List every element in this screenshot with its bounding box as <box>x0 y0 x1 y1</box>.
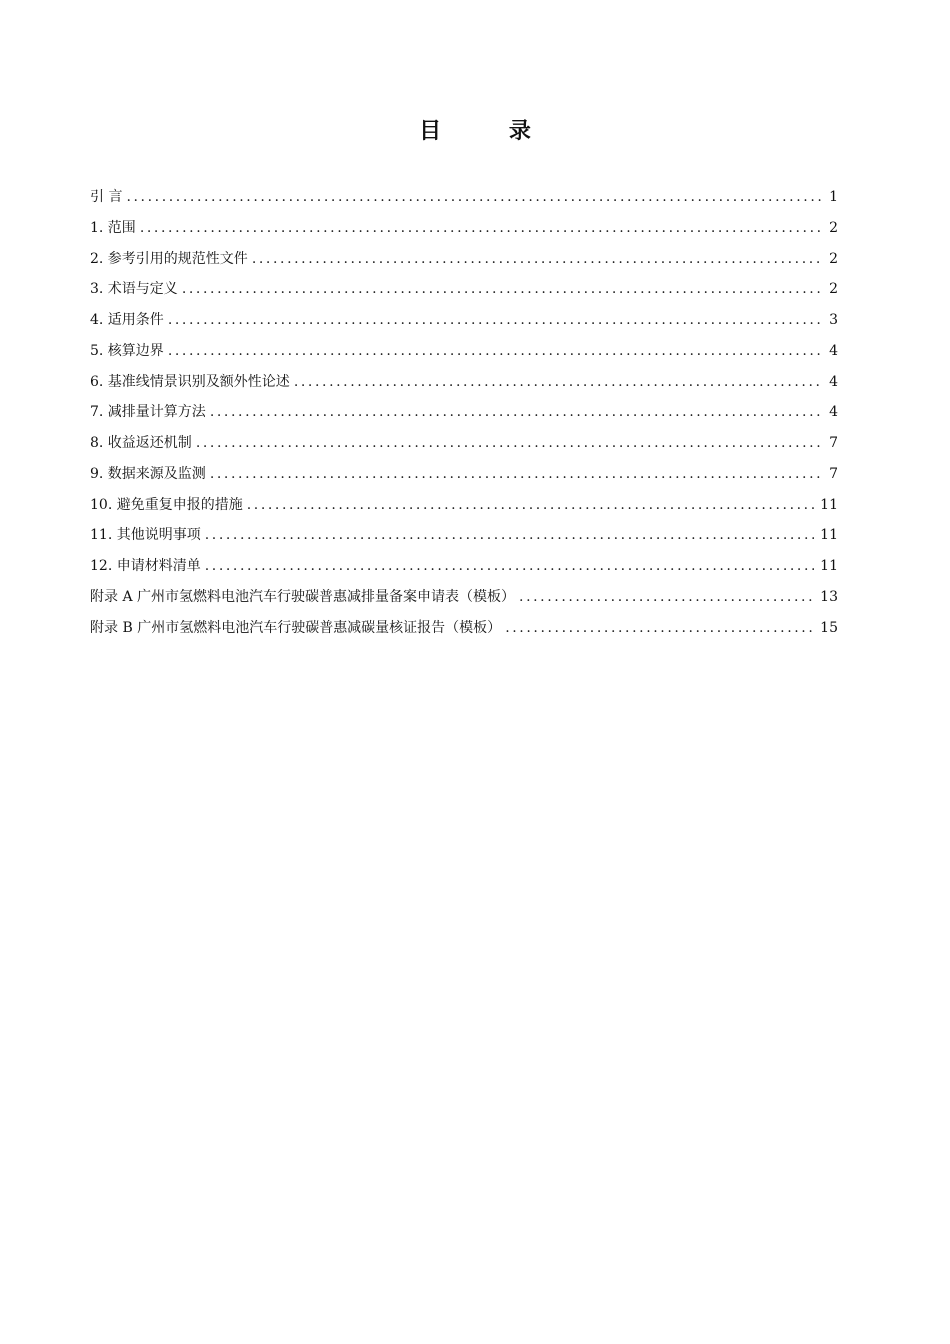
toc-entry-page: 1 <box>829 189 838 205</box>
toc-entry-page: 13 <box>820 588 838 605</box>
toc-entry-intro[interactable] <box>90 182 838 213</box>
toc-entry-label: 4. 适用条件 <box>90 312 164 328</box>
toc-entry-label: 9. 数据来源及监测 <box>90 465 206 482</box>
toc-leader-dots <box>294 367 822 398</box>
toc-entry-label: 3. 术语与定义 <box>90 281 178 298</box>
toc-entry-12[interactable] <box>90 551 838 582</box>
toc-entry-8[interactable] <box>90 428 838 459</box>
toc-entry-7[interactable] <box>90 397 838 428</box>
toc-entry-label: 10. 避免重复申报的措施 <box>90 496 243 513</box>
toc-entry-9[interactable] <box>90 459 838 490</box>
toc-entry-1[interactable] <box>90 213 838 244</box>
toc-entry-page: 4 <box>829 373 838 390</box>
toc-entry-page: 2 <box>829 219 838 236</box>
toc-entry-page: 2 <box>829 250 838 267</box>
toc-entry-label: 12. 申请材料清单 <box>90 558 201 574</box>
toc-entry-page: 4 <box>829 342 838 359</box>
toc-entry-10[interactable] <box>90 490 838 521</box>
toc-leader-dots <box>205 551 814 582</box>
toc-entry-11[interactable] <box>90 520 838 551</box>
toc-leader-dots <box>252 244 822 275</box>
toc-entry-2[interactable] <box>90 244 838 275</box>
toc-entry-3[interactable] <box>90 274 838 305</box>
toc-leader-dots <box>182 274 822 305</box>
toc-leader-dots <box>505 613 814 644</box>
toc-entry-label: 11. 其他说明事项 <box>90 527 201 544</box>
toc-entry-6[interactable] <box>90 367 838 398</box>
toc-entry-page: 11 <box>820 496 838 513</box>
toc-entry-4[interactable] <box>90 305 838 336</box>
toc-leader-dots <box>210 459 822 490</box>
toc-entry-label: 引 言 <box>90 189 123 205</box>
toc-title: 目 录 <box>419 119 561 144</box>
toc-entry-label: 附录 B 广州市氢燃料电池汽车行驶碳普惠减碳量核证报告（模板） <box>90 619 502 636</box>
toc-entry-page: 7 <box>829 465 838 482</box>
toc-entry-appendix-b[interactable] <box>90 613 838 644</box>
toc-entry-label: 6. 基准线情景识别及额外性论述 <box>90 373 290 390</box>
toc-entry-page: 11 <box>820 558 838 574</box>
toc-entry-label: 2. 参考引用的规范性文件 <box>90 250 248 267</box>
toc-entry-page: 4 <box>829 404 838 421</box>
toc-entry-page: 2 <box>829 281 838 298</box>
toc-entry-page: 3 <box>829 312 838 328</box>
toc-leader-dots <box>140 213 822 244</box>
toc-entry-5[interactable] <box>90 336 838 367</box>
toc-entry-label: 8. 收益返还机制 <box>90 435 192 451</box>
toc-entry-page: 7 <box>829 435 838 451</box>
toc-leader-dots <box>210 397 822 428</box>
toc-leader-dots <box>519 582 814 613</box>
toc-leader-dots <box>168 336 822 367</box>
toc-leader-dots <box>168 305 822 336</box>
toc-leader-dots <box>247 490 814 521</box>
toc-leader-dots <box>196 428 822 459</box>
toc-entry-label: 1. 范围 <box>90 219 136 236</box>
toc-leader-dots <box>126 182 822 213</box>
toc-leader-dots <box>205 520 814 551</box>
table-of-contents <box>90 182 838 643</box>
toc-entry-label: 7. 减排量计算方法 <box>90 404 206 421</box>
toc-entry-label: 5. 核算边界 <box>90 342 164 359</box>
toc-entry-page: 11 <box>820 527 838 544</box>
toc-entry-appendix-a[interactable] <box>90 582 838 613</box>
toc-entry-label: 附录 A 广州市氢燃料电池汽车行驶碳普惠减排量备案申请表（模板） <box>90 588 516 605</box>
toc-entry-page: 15 <box>820 619 838 636</box>
